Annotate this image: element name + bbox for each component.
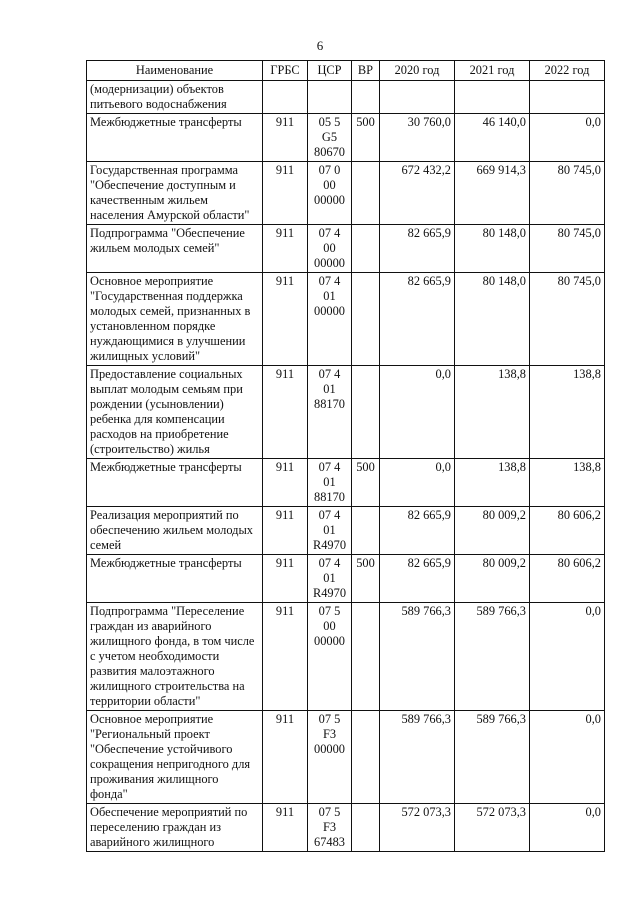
cell-grbs: 911 — [263, 162, 308, 225]
cell-name: Основное мероприятие "Региональный проект "Обеспечение устойчивого сокращения непригодного для проживания жилищного фонда" — [87, 711, 263, 804]
page-number: 6 — [316, 38, 324, 53]
cell-grbs: 911 — [263, 711, 308, 804]
cell-name: Подпрограмма "Переселение граждан из аварийного жилищного фонда, в том числе с учетом необходимости развития малоэтажного жилищного строительства на территории области" — [87, 603, 263, 711]
cell-vr — [352, 366, 380, 459]
cell-y2022: 0,0 — [530, 114, 605, 162]
header-grbs: ГРБС — [263, 61, 308, 81]
cell-grbs: 911 — [263, 555, 308, 603]
cell-y2021: 669 914,3 — [455, 162, 530, 225]
cell-vr: 500 — [352, 555, 380, 603]
cell-vr — [352, 162, 380, 225]
cell-csr: 07 4 01 R4970 — [308, 507, 352, 555]
header-csr: ЦСР — [308, 61, 352, 81]
cell-vr — [352, 81, 380, 114]
cell-y2021: 46 140,0 — [455, 114, 530, 162]
cell-y2020: 82 665,9 — [380, 507, 455, 555]
cell-y2021: 589 766,3 — [455, 711, 530, 804]
cell-y2020: 672 432,2 — [380, 162, 455, 225]
cell-name: Обеспечение мероприятий по переселению граждан из аварийного жилищного — [87, 804, 263, 852]
cell-csr: 07 0 00 00000 — [308, 162, 352, 225]
table-row — [87, 804, 605, 852]
cell-y2021: 80 009,2 — [455, 507, 530, 555]
cell-name: Межбюджетные трансферты — [87, 555, 263, 603]
cell-y2021: 138,8 — [455, 459, 530, 507]
cell-vr — [352, 273, 380, 366]
cell-name: Реализация мероприятий по обеспечению жильем молодых семей — [87, 507, 263, 555]
cell-grbs: 911 — [263, 114, 308, 162]
table-row — [87, 507, 605, 555]
cell-y2022: 138,8 — [530, 366, 605, 459]
cell-y2021: 80 009,2 — [455, 555, 530, 603]
cell-y2022: 80 745,0 — [530, 162, 605, 225]
table-row — [87, 225, 605, 273]
cell-y2020: 82 665,9 — [380, 225, 455, 273]
cell-y2022: 0,0 — [530, 603, 605, 711]
cell-name: Подпрограмма "Обеспечение жильем молодых семей" — [87, 225, 263, 273]
cell-csr: 07 4 00 00000 — [308, 225, 352, 273]
header-vr: ВР — [352, 61, 380, 81]
cell-y2020: 30 760,0 — [380, 114, 455, 162]
header-name: Наименование — [87, 61, 263, 81]
table-row — [87, 273, 605, 366]
cell-y2022: 0,0 — [530, 711, 605, 804]
cell-grbs: 911 — [263, 507, 308, 555]
cell-name: (модернизации) объектов питьевого водоснабжения — [87, 81, 263, 114]
cell-y2020: 82 665,9 — [380, 273, 455, 366]
cell-csr: 05 5 G5 80670 — [308, 114, 352, 162]
cell-y2020: 589 766,3 — [380, 603, 455, 711]
cell-y2020: 0,0 — [380, 366, 455, 459]
cell-grbs: 911 — [263, 366, 308, 459]
cell-vr: 500 — [352, 114, 380, 162]
cell-y2020 — [380, 81, 455, 114]
cell-csr: 07 4 01 88170 — [308, 366, 352, 459]
cell-y2021: 572 073,3 — [455, 804, 530, 852]
cell-grbs — [263, 81, 308, 114]
cell-y2020: 572 073,3 — [380, 804, 455, 852]
cell-y2022: 80 745,0 — [530, 225, 605, 273]
cell-vr — [352, 507, 380, 555]
cell-name: Предоставление социальных выплат молодым семьям при рождении (усыновлении) ребенка для компенсации расходов на приобретение (строительство) жилья — [87, 366, 263, 459]
table-row — [87, 366, 605, 459]
cell-csr: 07 5 00 00000 — [308, 603, 352, 711]
cell-y2021: 80 148,0 — [455, 273, 530, 366]
cell-csr: 07 5 F3 00000 — [308, 711, 352, 804]
cell-y2020: 82 665,9 — [380, 555, 455, 603]
cell-y2020: 0,0 — [380, 459, 455, 507]
cell-y2022: 80 606,2 — [530, 507, 605, 555]
cell-vr: 500 — [352, 459, 380, 507]
cell-grbs: 911 — [263, 459, 308, 507]
header-2022: 2022 год — [530, 61, 605, 81]
cell-vr — [352, 711, 380, 804]
cell-csr: 07 4 01 R4970 — [308, 555, 352, 603]
table-row — [87, 711, 605, 804]
header-2020: 2020 год — [380, 61, 455, 81]
table-row — [87, 114, 605, 162]
cell-y2022: 80 745,0 — [530, 273, 605, 366]
cell-y2022: 80 606,2 — [530, 555, 605, 603]
cell-y2021: 138,8 — [455, 366, 530, 459]
table-row — [87, 555, 605, 603]
table-row — [87, 81, 605, 114]
cell-name: Основное мероприятие "Государственная поддержка молодых семей, признанных в установленном порядке нуждающимися в улучшении жилищных условий" — [87, 273, 263, 366]
cell-y2020: 589 766,3 — [380, 711, 455, 804]
cell-grbs: 911 — [263, 273, 308, 366]
table-row — [87, 603, 605, 711]
cell-name: Государственная программа "Обеспечение доступным и качественным жильем населения Амурской области" — [87, 162, 263, 225]
cell-y2021 — [455, 81, 530, 114]
cell-vr — [352, 804, 380, 852]
table-row — [87, 459, 605, 507]
cell-name: Межбюджетные трансферты — [87, 114, 263, 162]
cell-csr: 07 4 01 88170 — [308, 459, 352, 507]
cell-grbs: 911 — [263, 603, 308, 711]
cell-csr: 07 5 F3 67483 — [308, 804, 352, 852]
cell-name: Межбюджетные трансферты — [87, 459, 263, 507]
table-row — [87, 162, 605, 225]
cell-csr — [308, 81, 352, 114]
cell-csr: 07 4 01 00000 — [308, 273, 352, 366]
cell-y2021: 80 148,0 — [455, 225, 530, 273]
cell-y2022 — [530, 81, 605, 114]
cell-y2022: 138,8 — [530, 459, 605, 507]
budget-table — [86, 60, 605, 852]
cell-grbs: 911 — [263, 804, 308, 852]
cell-y2021: 589 766,3 — [455, 603, 530, 711]
table-header-row — [87, 61, 605, 81]
cell-grbs: 911 — [263, 225, 308, 273]
cell-vr — [352, 225, 380, 273]
cell-y2022: 0,0 — [530, 804, 605, 852]
header-2021: 2021 год — [455, 61, 530, 81]
cell-vr — [352, 603, 380, 711]
